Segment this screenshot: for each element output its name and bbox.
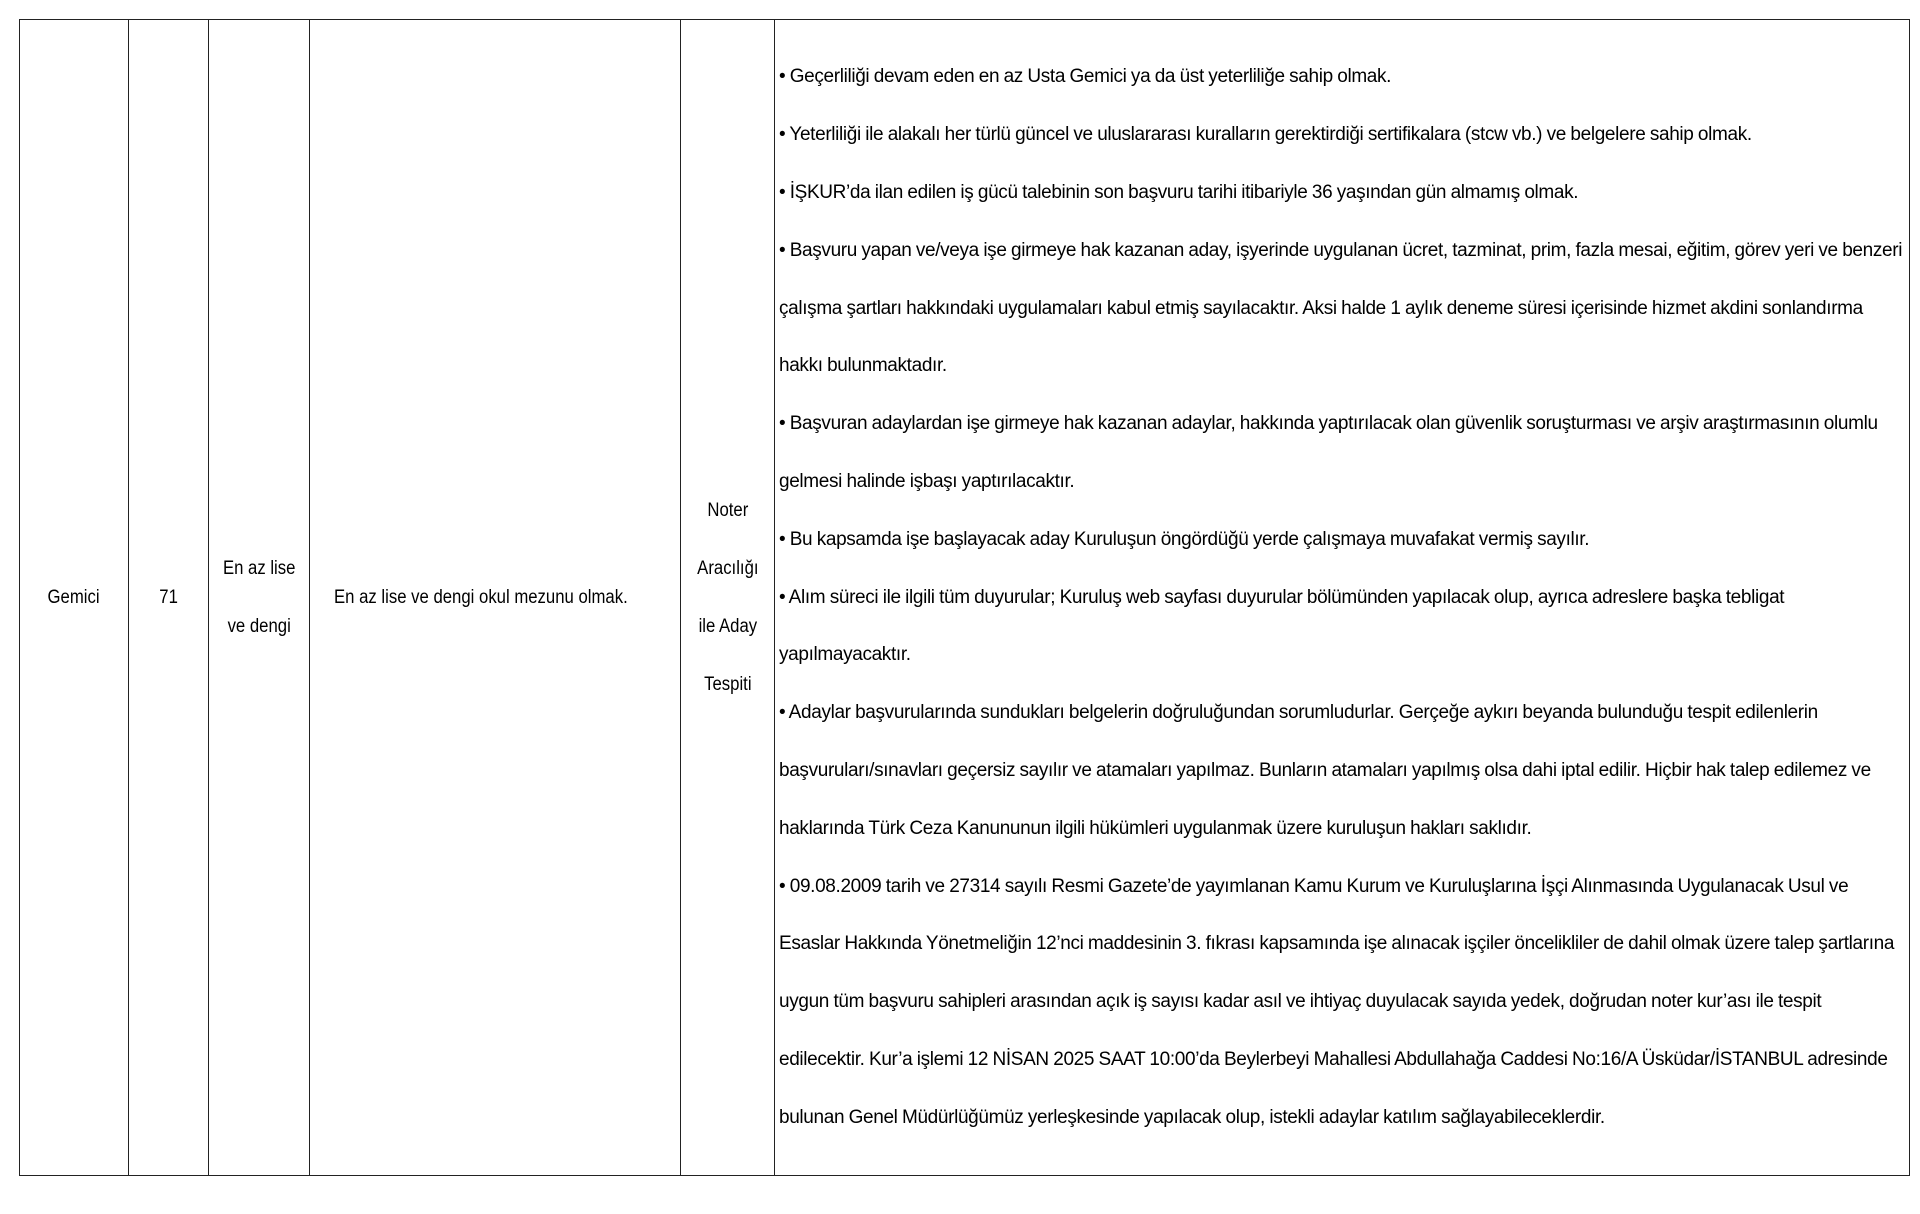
method-line: Noter: [707, 499, 748, 521]
requirement-item: • Adaylar başvurularında sundukları belgelerin doğruluğundan sorumludurlar. Gerçeğe aykırı beyanda bulunduğu tespit edilenlerin başvuruları/sınavları geçersiz sayılır ve atamaları yapılmaz. Bunların atamaları yapılmış olsa dahi iptal edilir. Hiçbir hak talep edilemez ve haklarında Türk Ceza Kanununun ilgili hükümleri uygulanmak üzere kuruluşun hakları saklıdır.: [779, 702, 1871, 839]
requirement-item: • 09.08.2009 tarih ve 27314 sayılı Resmi Gazete’de yayımlanan Kamu Kurum ve Kuruluşlarına İşçi Alınmasında Uygulanacak Usul ve Esaslar Hakkında Yönetmeliğin 12’nci maddesinin 3. fıkrası kapsamında işe alınacak işçiler öncelikliler de dahil olmak üzere talep şartlarına uygun tüm başvuru sahipleri arasından açık iş sayısı kadar asıl ve ihtiyaç duyulacak sayıda yedek, doğrudan noter kur’ası ile tespit edilecektir. Kur’a işlemi 12 NİSAN 2025 SAAT 10:00’da Beylerbeyi Mahallesi Abdullahağa Caddesi No:16/A Üsküdar/İSTANBUL adresinde bulunan Genel Müdürlüğümüz yerleşkesinde yapılacak olup, istekli adaylar katılım sağlayabileceklerdir.: [779, 875, 1895, 1128]
education-cell: [209, 20, 310, 1176]
education-line: ve dengi: [227, 615, 291, 637]
requirement-item: • Geçerliliği devam eden en az Usta Gemici ya da üst yeterliliğe sahip olmak.: [779, 66, 1392, 88]
requirement-item: • İŞKUR’da ilan edilen iş gücü talebinin son başvuru tarihi itibariyle 36 yaşından gün almamış olmak.: [779, 182, 1579, 204]
requirement-item: • Bu kapsamda işe başlayacak aday Kuruluşun öngördüğü yerde çalışmaya muvafakat vermiş sayılır.: [779, 528, 1590, 550]
requirement-item: • Alım süreci ile ilgili tüm duyurular; Kuruluş web sayfası duyurular bölümünden yapılacak olup, ayrıca adreslere başka tebligat yapılmayacaktır.: [779, 586, 1785, 666]
count-cell: [129, 20, 209, 1176]
method-line: Aracılığı: [696, 557, 759, 579]
requirement-item: • Başvuran adaylardan işe girmeye hak kazanan adaylar, hakkında yaptırılacak olan güvenlik soruşturması ve arşiv araştırmasının olumlu gelmesi halinde işbaşı yaptırılacaktır.: [779, 413, 1878, 492]
method-line: Tespiti: [703, 673, 752, 695]
position-title: Gemici: [47, 586, 101, 608]
requirement-item: • Başvuru yapan ve/veya işe girmeye hak kazanan aday, işyerinde uygulanan ücret, tazminat, prim, fazla mesai, eğitim, görev yeri ve benzeri çalışma şartları hakkındaki uygulamaları kabul etmiş sayılacaktır. Aksi halde 1 aylık deneme süresi içerisinde hizmet akdini sonlandırma hakkı bulunmaktadır.: [779, 239, 1903, 377]
education-detail-cell: [310, 20, 681, 1176]
selection-method: [697, 482, 758, 714]
job-requirements-table: [19, 19, 1910, 1176]
method-cell: [681, 20, 775, 1176]
education-line: En az lise: [222, 557, 296, 579]
education-detail: En az lise ve dengi okul mezunu olmak.: [334, 586, 628, 608]
position-cell: [20, 20, 129, 1176]
table-row: [20, 20, 1910, 1176]
method-line: ile Aday: [698, 615, 757, 637]
requirements-list: [775, 48, 1909, 1146]
education-level: [223, 540, 295, 656]
requirement-item: • Yeterliliği ile alakalı her türlü güncel ve uluslararası kuralların gerektirdiği sertifikalara (stcw vb.) ve belgelere sahip olmak.: [779, 124, 1752, 146]
position-count: 71: [159, 586, 178, 608]
requirements-cell: [775, 20, 1910, 1176]
